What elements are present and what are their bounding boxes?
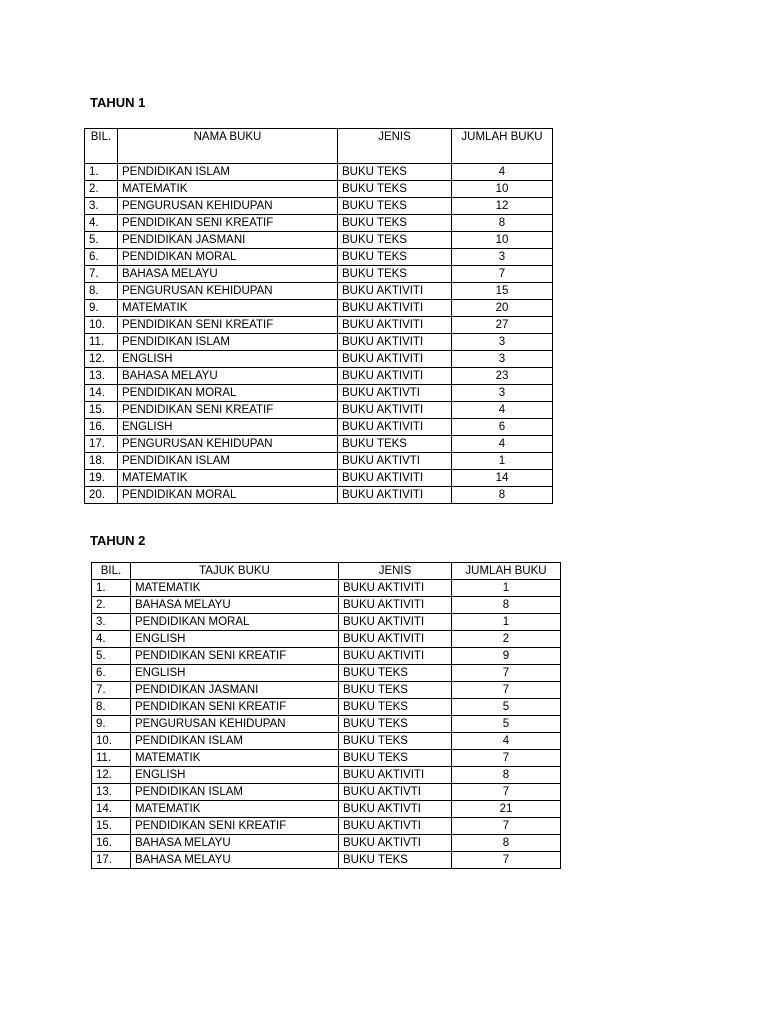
header-bil: BIL.: [92, 563, 131, 580]
cell-jenis: BUKU TEKS: [338, 436, 452, 453]
table-row: [92, 580, 561, 597]
cell-jumlah-buku: 4: [452, 733, 561, 750]
cell-jumlah-buku: 5: [452, 716, 561, 733]
cell-jumlah-buku: 7: [452, 665, 561, 682]
cell-nama-buku: PENGURUSAN KEHIDUPAN: [118, 283, 338, 300]
cell-jumlah-buku: 14: [452, 470, 553, 487]
header-tajuk-buku: TAJUK BUKU: [131, 563, 339, 580]
cell-bil: 1.: [92, 580, 131, 597]
table-row: [85, 419, 553, 436]
cell-bil: 8.: [92, 699, 131, 716]
table-row: [92, 699, 561, 716]
cell-nama-buku: PENDIDIKAN SENI KREATIF: [118, 317, 338, 334]
cell-jenis: BUKU AKTIVITI: [338, 334, 452, 351]
cell-bil: 19.: [85, 470, 118, 487]
cell-bil: 5.: [85, 232, 118, 249]
cell-bil: 12.: [92, 767, 131, 784]
cell-bil: 20.: [85, 487, 118, 504]
cell-jenis: BUKU AKTIVTI: [338, 385, 452, 402]
cell-jumlah-buku: 9: [452, 648, 561, 665]
cell-jenis: BUKU TEKS: [339, 733, 452, 750]
cell-nama-buku: PENDIDIKAN JASMANI: [118, 232, 338, 249]
cell-jumlah-buku: 8: [452, 835, 561, 852]
cell-jumlah-buku: 3: [452, 334, 553, 351]
cell-nama-buku: ENGLISH: [131, 631, 339, 648]
cell-bil: 10.: [85, 317, 118, 334]
cell-jumlah-buku: 7: [452, 682, 561, 699]
cell-jumlah-buku: 4: [452, 402, 553, 419]
cell-jenis: BUKU AKTIVITI: [339, 614, 452, 631]
cell-bil: 8.: [85, 283, 118, 300]
cell-nama-buku: ENGLISH: [118, 419, 338, 436]
cell-bil: 7.: [92, 682, 131, 699]
cell-nama-buku: BAHASA MELAYU: [118, 266, 338, 283]
cell-bil: 5.: [92, 648, 131, 665]
table-row: [92, 597, 561, 614]
cell-jumlah-buku: 7: [452, 266, 553, 283]
table-row: [85, 249, 553, 266]
table-row: [92, 835, 561, 852]
cell-jumlah-buku: 7: [452, 818, 561, 835]
table-header-row: [92, 563, 561, 580]
cell-jumlah-buku: 7: [452, 750, 561, 767]
cell-bil: 6.: [85, 249, 118, 266]
cell-bil: 11.: [85, 334, 118, 351]
tahun2-heading: TAHUN 2: [90, 533, 146, 548]
table-row: [92, 614, 561, 631]
cell-jenis: BUKU AKTIVITI: [338, 368, 452, 385]
cell-jenis: BUKU AKTIVITI: [339, 580, 452, 597]
table-row: [92, 767, 561, 784]
cell-bil: 7.: [85, 266, 118, 283]
cell-jenis: BUKU AKTIVITI: [338, 283, 452, 300]
table-row: [92, 750, 561, 767]
table-row: [85, 487, 553, 504]
table-row: [92, 682, 561, 699]
cell-jenis: BUKU AKTIVITI: [338, 419, 452, 436]
table-row: [85, 470, 553, 487]
cell-bil: 16.: [85, 419, 118, 436]
cell-jumlah-buku: 21: [452, 801, 561, 818]
header-jumlah-buku: JUMLAH BUKU: [452, 563, 561, 580]
table-row: [85, 317, 553, 334]
cell-jenis: BUKU AKTIVTI: [339, 818, 452, 835]
cell-jenis: BUKU TEKS: [339, 682, 452, 699]
cell-jumlah-buku: 6: [452, 419, 553, 436]
cell-jumlah-buku: 27: [452, 317, 553, 334]
cell-nama-buku: PENDIDIKAN MORAL: [131, 614, 339, 631]
table-row: [85, 453, 553, 470]
cell-jenis: BUKU AKTIVITI: [339, 648, 452, 665]
cell-bil: 14.: [92, 801, 131, 818]
cell-jenis: BUKU AKTIVITI: [338, 300, 452, 317]
cell-jumlah-buku: 3: [452, 249, 553, 266]
cell-jenis: BUKU TEKS: [338, 249, 452, 266]
cell-nama-buku: MATEMATIK: [131, 750, 339, 767]
cell-nama-buku: PENDIDIKAN MORAL: [118, 385, 338, 402]
cell-jumlah-buku: 8: [452, 597, 561, 614]
cell-jumlah-buku: 1: [452, 614, 561, 631]
cell-jenis: BUKU AKTIVTI: [339, 801, 452, 818]
cell-bil: 17.: [85, 436, 118, 453]
cell-jenis: BUKU AKTIVITI: [338, 402, 452, 419]
cell-nama-buku: PENDIDIKAN SENI KREATIF: [118, 215, 338, 232]
cell-jumlah-buku: 3: [452, 351, 553, 368]
cell-jenis: BUKU TEKS: [339, 750, 452, 767]
cell-jenis: BUKU AKTIVITI: [338, 317, 452, 334]
table-row: [85, 232, 553, 249]
cell-jumlah-buku: 2: [452, 631, 561, 648]
cell-nama-buku: ENGLISH: [131, 767, 339, 784]
cell-nama-buku: MATEMATIK: [131, 580, 339, 597]
header-jenis: JENIS: [338, 129, 452, 164]
cell-bil: 6.: [92, 665, 131, 682]
cell-jumlah-buku: 1: [452, 453, 553, 470]
cell-bil: 18.: [85, 453, 118, 470]
table-row: [92, 784, 561, 801]
cell-jenis: BUKU TEKS: [339, 665, 452, 682]
cell-jenis: BUKU TEKS: [338, 232, 452, 249]
cell-bil: 3.: [85, 198, 118, 215]
cell-bil: 17.: [92, 852, 131, 869]
cell-bil: 9.: [85, 300, 118, 317]
cell-nama-buku: ENGLISH: [118, 351, 338, 368]
cell-jenis: BUKU AKTIVITI: [339, 597, 452, 614]
header-jenis: JENIS: [339, 563, 452, 580]
cell-jumlah-buku: 8: [452, 767, 561, 784]
cell-jenis: BUKU TEKS: [339, 699, 452, 716]
table-row: [92, 716, 561, 733]
cell-bil: 14.: [85, 385, 118, 402]
cell-nama-buku: MATEMATIK: [118, 300, 338, 317]
cell-nama-buku: BAHASA MELAYU: [131, 835, 339, 852]
cell-jumlah-buku: 4: [452, 436, 553, 453]
cell-nama-buku: PENDIDIKAN ISLAM: [118, 164, 338, 181]
cell-bil: 1.: [85, 164, 118, 181]
table-row: [85, 300, 553, 317]
cell-jenis: BUKU TEKS: [339, 716, 452, 733]
cell-jenis: BUKU AKTIVITI: [338, 487, 452, 504]
cell-bil: 9.: [92, 716, 131, 733]
table-row: [85, 283, 553, 300]
cell-nama-buku: PENDIDIKAN MORAL: [118, 249, 338, 266]
table-row: [85, 266, 553, 283]
cell-bil: 3.: [92, 614, 131, 631]
cell-jumlah-buku: 15: [452, 283, 553, 300]
tahun1-table: [84, 128, 553, 504]
header-bil: BIL.: [85, 129, 118, 164]
cell-nama-buku: PENDIDIKAN JASMANI: [131, 682, 339, 699]
cell-jenis: BUKU AKTIVITI: [338, 470, 452, 487]
cell-jenis: BUKU AKTIVTI: [339, 784, 452, 801]
cell-nama-buku: PENDIDIKAN ISLAM: [118, 334, 338, 351]
table-row: [85, 351, 553, 368]
table-row: [85, 385, 553, 402]
cell-jumlah-buku: 4: [452, 164, 553, 181]
cell-bil: 11.: [92, 750, 131, 767]
cell-bil: 16.: [92, 835, 131, 852]
cell-jumlah-buku: 1: [452, 580, 561, 597]
cell-jenis: BUKU AKTIVITI: [338, 351, 452, 368]
cell-jenis: BUKU AKTIVITI: [339, 631, 452, 648]
cell-nama-buku: MATEMATIK: [118, 470, 338, 487]
cell-bil: 15.: [92, 818, 131, 835]
cell-bil: 10.: [92, 733, 131, 750]
cell-jenis: BUKU TEKS: [338, 181, 452, 198]
cell-bil: 4.: [92, 631, 131, 648]
cell-jenis: BUKU TEKS: [339, 852, 452, 869]
cell-jumlah-buku: 8: [452, 487, 553, 504]
table-row: [85, 164, 553, 181]
cell-nama-buku: PENGURUSAN KEHIDUPAN: [118, 198, 338, 215]
table-row: [85, 402, 553, 419]
cell-nama-buku: BAHASA MELAYU: [131, 597, 339, 614]
table-row: [92, 801, 561, 818]
cell-bil: 13.: [92, 784, 131, 801]
table-row: [85, 368, 553, 385]
cell-jenis: BUKU TEKS: [338, 164, 452, 181]
cell-jenis: BUKU TEKS: [338, 266, 452, 283]
cell-nama-buku: PENDIDIKAN MORAL: [118, 487, 338, 504]
cell-nama-buku: ENGLISH: [131, 665, 339, 682]
table-row: [85, 181, 553, 198]
table-row: [92, 665, 561, 682]
header-jumlah-buku: JUMLAH BUKU: [452, 129, 553, 164]
cell-jumlah-buku: 3: [452, 385, 553, 402]
table-row: [85, 436, 553, 453]
cell-bil: 13.: [85, 368, 118, 385]
cell-nama-buku: BAHASA MELAYU: [131, 852, 339, 869]
cell-jumlah-buku: 20: [452, 300, 553, 317]
cell-jenis: BUKU AKTIVTI: [338, 453, 452, 470]
cell-jumlah-buku: 10: [452, 232, 553, 249]
cell-bil: 2.: [92, 597, 131, 614]
cell-jumlah-buku: 7: [452, 784, 561, 801]
table-row: [85, 198, 553, 215]
table-row: [85, 334, 553, 351]
table-header-row: [85, 129, 553, 164]
table-row: [92, 818, 561, 835]
cell-bil: 2.: [85, 181, 118, 198]
cell-jenis: BUKU AKTIVITI: [339, 767, 452, 784]
cell-nama-buku: PENDIDIKAN ISLAM: [131, 733, 339, 750]
tahun2-table: [91, 562, 561, 869]
cell-jumlah-buku: 8: [452, 215, 553, 232]
cell-nama-buku: PENDIDIKAN SENI KREATIF: [118, 402, 338, 419]
cell-jumlah-buku: 5: [452, 699, 561, 716]
cell-jumlah-buku: 10: [452, 181, 553, 198]
cell-nama-buku: PENDIDIKAN ISLAM: [131, 784, 339, 801]
cell-bil: 4.: [85, 215, 118, 232]
cell-nama-buku: PENDIDIKAN ISLAM: [118, 453, 338, 470]
cell-nama-buku: PENDIDIKAN SENI KREATIF: [131, 699, 339, 716]
cell-nama-buku: MATEMATIK: [131, 801, 339, 818]
table-row: [92, 733, 561, 750]
cell-nama-buku: BAHASA MELAYU: [118, 368, 338, 385]
cell-jenis: BUKU TEKS: [338, 198, 452, 215]
table-row: [92, 852, 561, 869]
cell-bil: 15.: [85, 402, 118, 419]
tahun1-heading: TAHUN 1: [90, 95, 146, 110]
cell-nama-buku: PENGURUSAN KEHIDUPAN: [118, 436, 338, 453]
cell-bil: 12.: [85, 351, 118, 368]
cell-jumlah-buku: 23: [452, 368, 553, 385]
table-row: [85, 215, 553, 232]
table-row: [92, 648, 561, 665]
cell-jenis: BUKU AKTIVTI: [339, 835, 452, 852]
cell-nama-buku: PENGURUSAN KEHIDUPAN: [131, 716, 339, 733]
cell-nama-buku: MATEMATIK: [118, 181, 338, 198]
cell-jenis: BUKU TEKS: [338, 215, 452, 232]
cell-nama-buku: PENDIDIKAN SENI KREATIF: [131, 648, 339, 665]
cell-jumlah-buku: 7: [452, 852, 561, 869]
cell-nama-buku: PENDIDIKAN SENI KREATIF: [131, 818, 339, 835]
table-row: [92, 631, 561, 648]
cell-jumlah-buku: 12: [452, 198, 553, 215]
header-nama-buku: NAMA BUKU: [118, 129, 338, 164]
